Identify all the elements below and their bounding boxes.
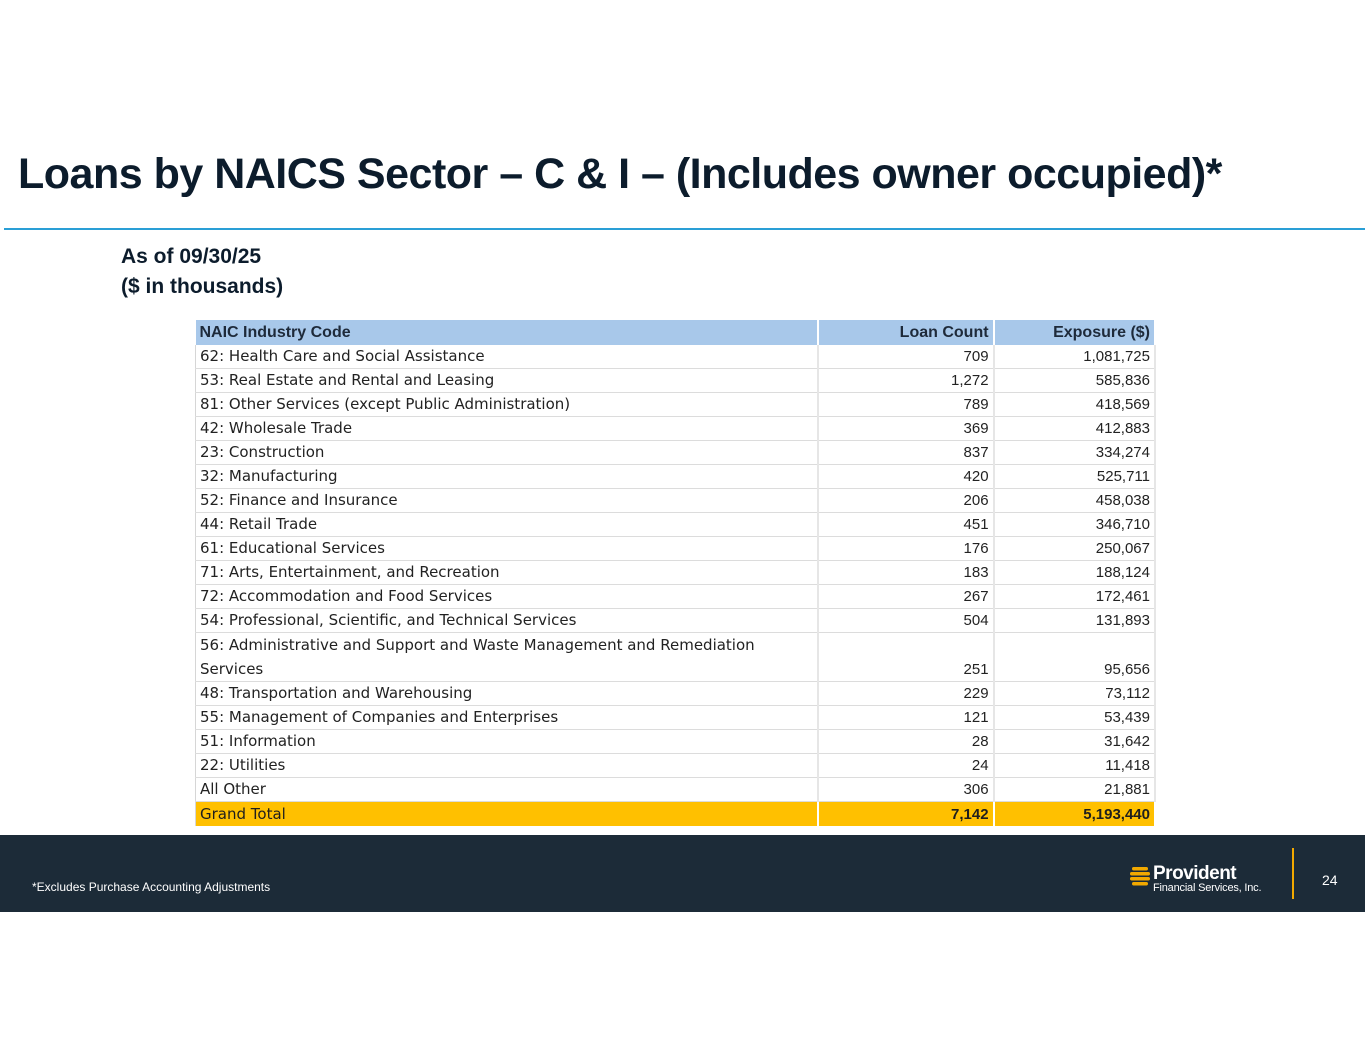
exposure-cell: 21,881 bbox=[994, 778, 1155, 802]
loan-count-cell: 451 bbox=[818, 513, 993, 537]
units-note: ($ in thousands) bbox=[121, 275, 284, 298]
exposure-cell: 131,893 bbox=[994, 609, 1155, 633]
naic-code-cell: 51: Information bbox=[196, 730, 819, 754]
logo-subtitle: Financial Services, Inc. bbox=[1153, 882, 1262, 894]
exposure-cell: 172,461 bbox=[994, 585, 1155, 609]
exposure-cell: 418,569 bbox=[994, 393, 1155, 417]
table-row bbox=[196, 682, 1156, 706]
table-row bbox=[196, 585, 1156, 609]
naic-code-cell: 48: Transportation and Warehousing bbox=[196, 682, 819, 706]
loan-count-cell: 267 bbox=[818, 585, 993, 609]
loan-count-cell: 229 bbox=[818, 682, 993, 706]
loan-count-cell: 504 bbox=[818, 609, 993, 633]
naic-code-cell: 32: Manufacturing bbox=[196, 465, 819, 489]
naic-code-cell: 42: Wholesale Trade bbox=[196, 417, 819, 441]
table-row bbox=[196, 369, 1156, 393]
naic-code-cell: 81: Other Services (except Public Administration) bbox=[196, 393, 819, 417]
exposure-cell: 73,112 bbox=[994, 682, 1155, 706]
naic-code-cell: 23: Construction bbox=[196, 441, 819, 465]
naic-code-cell: 44: Retail Trade bbox=[196, 513, 819, 537]
table-row bbox=[196, 633, 1156, 682]
subtitle bbox=[121, 242, 283, 302]
loan-count-cell: 24 bbox=[818, 754, 993, 778]
naic-code-cell: 71: Arts, Entertainment, and Recreation bbox=[196, 561, 819, 585]
grand-total-exposure: 5,193,440 bbox=[994, 802, 1155, 827]
header-naic-code: NAIC Industry Code bbox=[196, 320, 819, 345]
table-row bbox=[196, 609, 1156, 633]
exposure-cell: 95,656 bbox=[994, 633, 1155, 682]
exposure-cell: 525,711 bbox=[994, 465, 1155, 489]
naics-loans-table bbox=[195, 320, 1156, 826]
naic-code-cell: 62: Health Care and Social Assistance bbox=[196, 345, 819, 369]
exposure-cell: 346,710 bbox=[994, 513, 1155, 537]
naic-code-cell: All Other bbox=[196, 778, 819, 802]
grand-total-row bbox=[196, 802, 1156, 827]
grand-total-label: Grand Total bbox=[196, 802, 819, 827]
loan-count-cell: 176 bbox=[818, 537, 993, 561]
naic-code-cell: 61: Educational Services bbox=[196, 537, 819, 561]
loan-count-cell: 251 bbox=[818, 633, 993, 682]
footnote: *Excludes Purchase Accounting Adjustments bbox=[32, 880, 271, 894]
loan-count-cell: 369 bbox=[818, 417, 993, 441]
header-exposure: Exposure ($) bbox=[994, 320, 1155, 345]
footer-bar bbox=[0, 835, 1365, 912]
naic-code-cell: 53: Real Estate and Rental and Leasing bbox=[196, 369, 819, 393]
naic-code-cell: 56: Administrative and Support and Waste Management and Remediation Services bbox=[196, 633, 819, 682]
loan-count-cell: 789 bbox=[818, 393, 993, 417]
exposure-cell: 31,642 bbox=[994, 730, 1155, 754]
table-row bbox=[196, 513, 1156, 537]
page-title: Loans by NAICS Sector – C & I – (Includes owner occupied)* bbox=[18, 150, 1222, 198]
exposure-cell: 53,439 bbox=[994, 706, 1155, 730]
loan-count-cell: 837 bbox=[818, 441, 993, 465]
company-logo bbox=[1130, 863, 1290, 897]
header-loan-count: Loan Count bbox=[818, 320, 993, 345]
exposure-cell: 585,836 bbox=[994, 369, 1155, 393]
table-row bbox=[196, 706, 1156, 730]
loan-count-cell: 183 bbox=[818, 561, 993, 585]
naic-code-cell: 55: Management of Companies and Enterprises bbox=[196, 706, 819, 730]
loan-count-cell: 420 bbox=[818, 465, 993, 489]
page-number: 24 bbox=[1322, 872, 1338, 888]
exposure-cell: 11,418 bbox=[994, 754, 1155, 778]
exposure-cell: 250,067 bbox=[994, 537, 1155, 561]
naic-code-cell: 54: Professional, Scientific, and Technical Services bbox=[196, 609, 819, 633]
provident-logo-icon bbox=[1130, 866, 1150, 886]
naic-code-cell: 22: Utilities bbox=[196, 754, 819, 778]
loan-count-cell: 306 bbox=[818, 778, 993, 802]
table-header-row bbox=[196, 320, 1156, 345]
grand-total-count: 7,142 bbox=[818, 802, 993, 827]
exposure-cell: 188,124 bbox=[994, 561, 1155, 585]
logo-name: Provident bbox=[1153, 863, 1237, 884]
as-of-date: As of 09/30/25 bbox=[121, 245, 262, 268]
table-row bbox=[196, 754, 1156, 778]
exposure-cell: 334,274 bbox=[994, 441, 1155, 465]
exposure-cell: 412,883 bbox=[994, 417, 1155, 441]
loan-count-cell: 1,272 bbox=[818, 369, 993, 393]
table-body bbox=[196, 345, 1156, 826]
table-row bbox=[196, 417, 1156, 441]
table-row bbox=[196, 345, 1156, 369]
table-row bbox=[196, 441, 1156, 465]
table-row bbox=[196, 537, 1156, 561]
naic-code-cell: 72: Accommodation and Food Services bbox=[196, 585, 819, 609]
naic-code-cell: 52: Finance and Insurance bbox=[196, 489, 819, 513]
loan-count-cell: 28 bbox=[818, 730, 993, 754]
table-row bbox=[196, 561, 1156, 585]
title-divider bbox=[4, 228, 1365, 230]
table-row bbox=[196, 778, 1156, 802]
table-row bbox=[196, 730, 1156, 754]
table-row bbox=[196, 393, 1156, 417]
table-row bbox=[196, 465, 1156, 489]
loan-count-cell: 206 bbox=[818, 489, 993, 513]
loan-count-cell: 121 bbox=[818, 706, 993, 730]
table-row bbox=[196, 489, 1156, 513]
loan-count-cell: 709 bbox=[818, 345, 993, 369]
exposure-cell: 1,081,725 bbox=[994, 345, 1155, 369]
logo-divider bbox=[1292, 848, 1294, 899]
exposure-cell: 458,038 bbox=[994, 489, 1155, 513]
